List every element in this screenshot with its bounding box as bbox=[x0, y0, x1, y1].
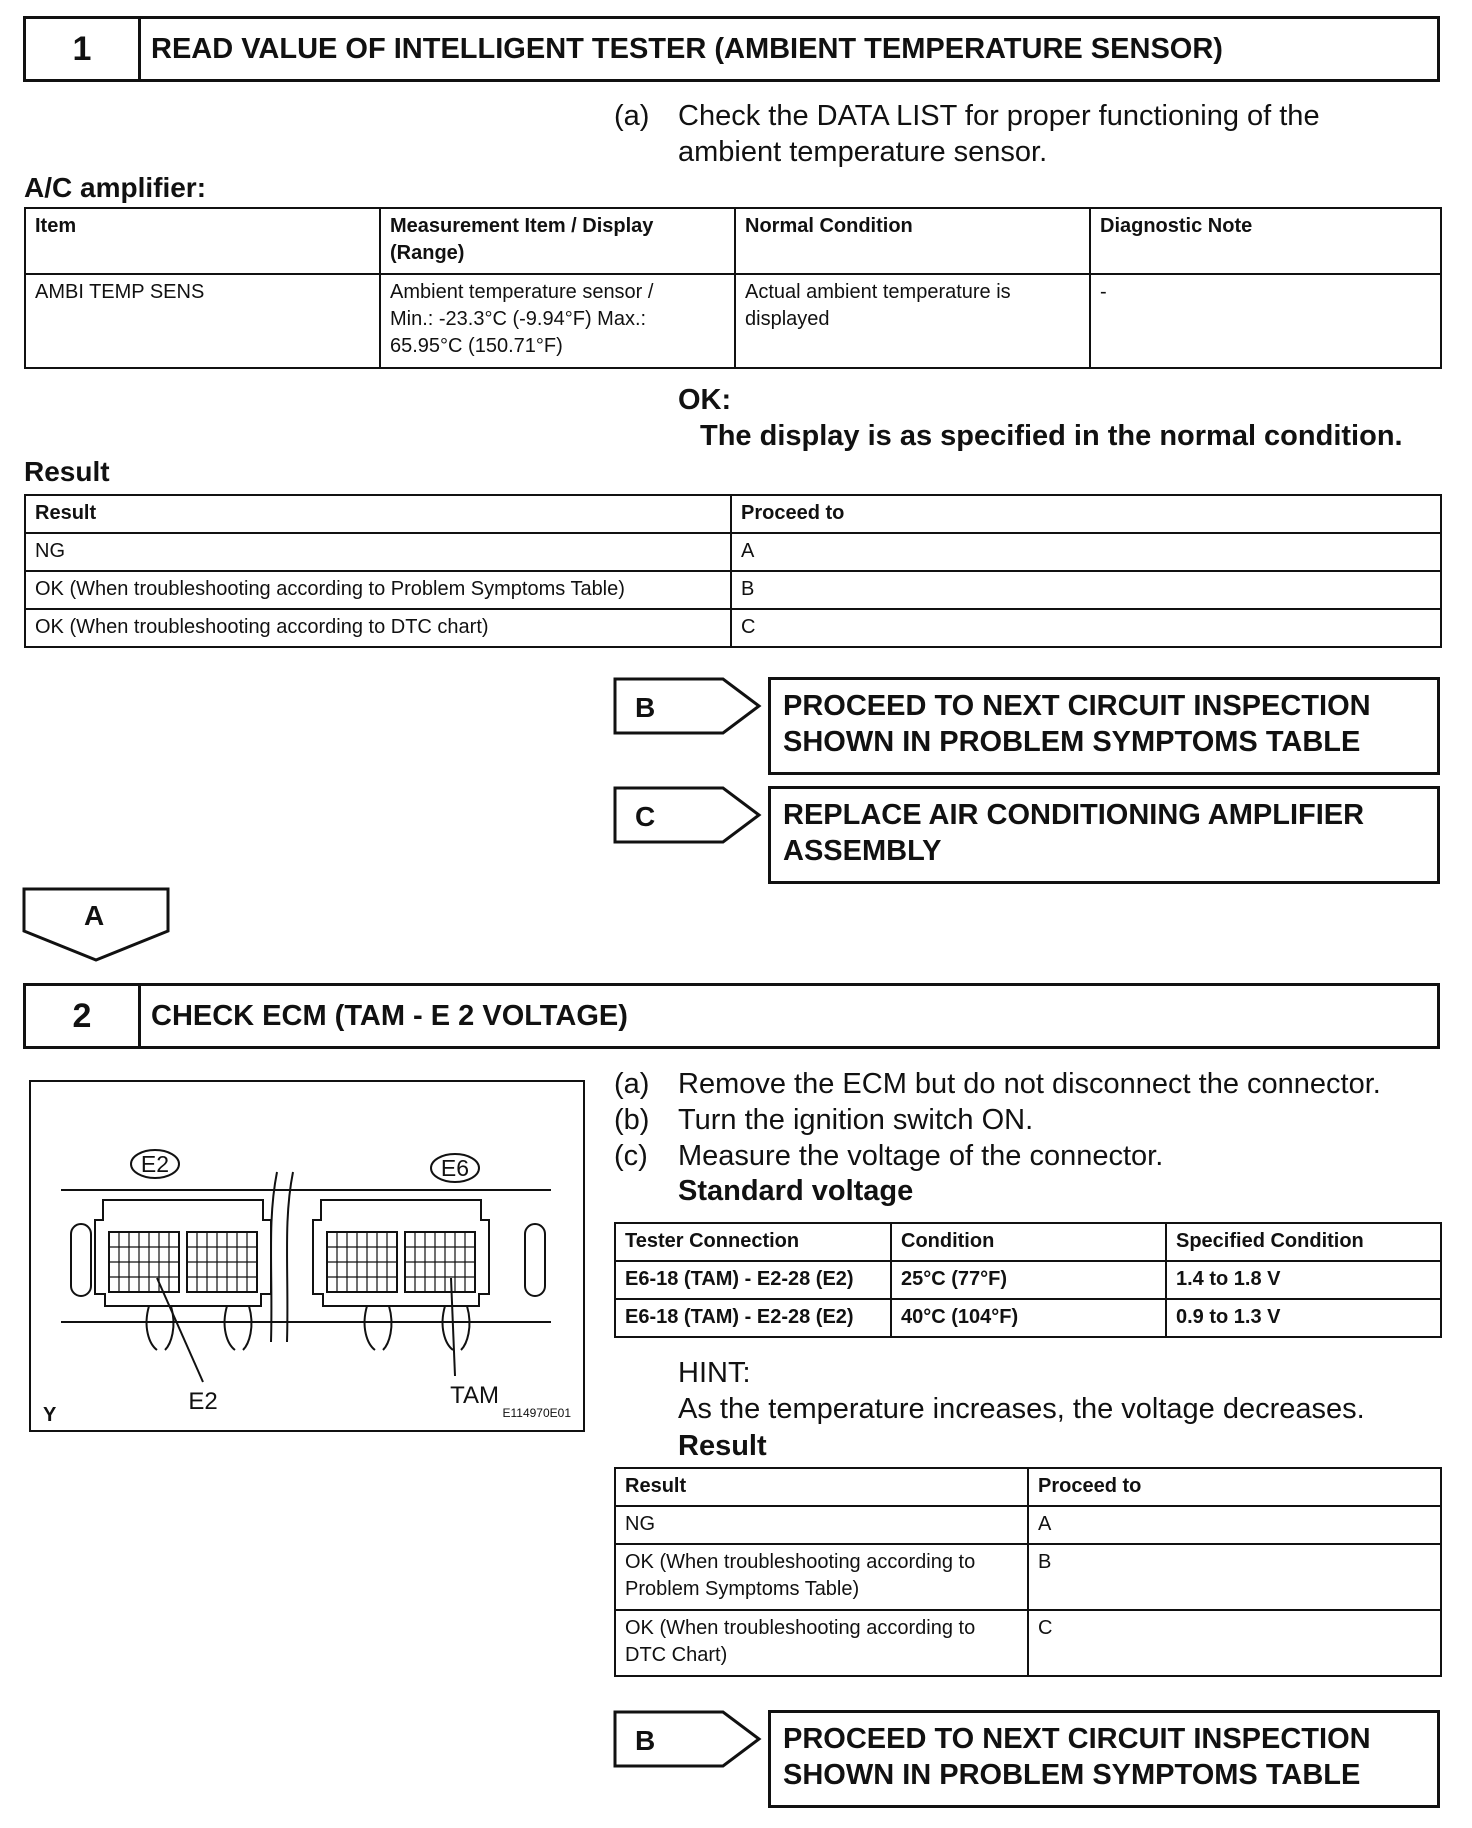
voltage-table bbox=[614, 1222, 1442, 1338]
cell-proceed: C bbox=[1028, 1610, 1441, 1676]
table-header-row bbox=[615, 1468, 1441, 1506]
cell-condition: 40°C (104°F) bbox=[891, 1299, 1166, 1337]
step-label: (a) bbox=[614, 100, 650, 132]
cell-proceed: B bbox=[1028, 1544, 1441, 1610]
result-table-1 bbox=[24, 494, 1442, 648]
section-2-step-a bbox=[614, 1066, 1440, 1102]
cell-normal-condition bbox=[735, 274, 1090, 368]
step-text: Measure the voltage of the connector. bbox=[678, 1140, 1164, 1172]
step-text: Turn the ignition switch ON. bbox=[678, 1104, 1034, 1136]
outcome-b2-label: B bbox=[635, 1725, 656, 1756]
section-1-title: READ VALUE OF INTELLIGENT TESTER (AMBIENT TEMPERATURE SENSOR) bbox=[151, 32, 1223, 65]
figure-id: E114970E01 bbox=[502, 1406, 571, 1420]
table-row bbox=[25, 533, 1441, 571]
hint-text: As the temperature increases, the voltage decreases. bbox=[678, 1393, 1365, 1425]
header-specified-condition: Specified Condition bbox=[1166, 1223, 1441, 1261]
callout-tam-label: TAM bbox=[450, 1382, 499, 1409]
header-normal-condition: Normal Condition bbox=[735, 208, 1090, 274]
ac-amplifier-heading: A/C amplifier: bbox=[24, 172, 207, 203]
connector-e6-label: E6 bbox=[440, 1155, 470, 1181]
ecm-connector-drawing bbox=[31, 1082, 583, 1430]
cell-result bbox=[615, 1544, 1028, 1610]
table-row bbox=[615, 1261, 1441, 1299]
section-2-step-b bbox=[614, 1102, 1440, 1138]
outcome-b2-line-1: PROCEED TO NEXT CIRCUIT INSPECTION bbox=[783, 1723, 1371, 1755]
outcome-b-label: B bbox=[635, 692, 656, 723]
header-measurement bbox=[380, 208, 735, 274]
data-list-table bbox=[24, 207, 1442, 369]
header-proceed-to: Proceed to bbox=[1028, 1468, 1441, 1506]
next-a-label: A bbox=[84, 900, 105, 931]
table-row bbox=[615, 1544, 1441, 1610]
cell-proceed: A bbox=[1028, 1506, 1441, 1544]
cell-proceed: B bbox=[731, 571, 1441, 609]
cell-measurement bbox=[380, 274, 735, 368]
header-tester-connection: Tester Connection bbox=[615, 1223, 891, 1261]
header-diagnostic-note: Diagnostic Note bbox=[1090, 208, 1441, 274]
section-1-number: 1 bbox=[26, 19, 141, 79]
section-1-step-a bbox=[614, 98, 1434, 172]
cell-result: OK (When troubleshooting according to DTC chart) bbox=[25, 609, 731, 647]
header-proceed-to: Proceed to bbox=[731, 495, 1441, 533]
outcome-b-line-2: SHOWN IN PROBLEM SYMPTOMS TABLE bbox=[783, 726, 1361, 758]
cell-result-line-2: DTC Chart) bbox=[625, 1644, 728, 1666]
cell-item: AMBI TEMP SENS bbox=[25, 274, 380, 368]
section-2-step-c bbox=[614, 1138, 1440, 1174]
header-measurement-line-1: Measurement Item / Display bbox=[390, 215, 654, 237]
section-2-title: CHECK ECM (TAM - E 2 VOLTAGE) bbox=[151, 999, 628, 1032]
outcome-c-box bbox=[768, 786, 1440, 884]
table-header-row bbox=[25, 208, 1441, 274]
table-row bbox=[615, 1610, 1441, 1676]
section-2-header bbox=[23, 983, 1440, 1049]
table-row bbox=[615, 1506, 1441, 1544]
step-text: Remove the ECM but do not disconnect the connector. bbox=[678, 1068, 1381, 1100]
outcome-b-arrow-icon bbox=[613, 677, 763, 735]
cell-connection: E6-18 (TAM) - E2-28 (E2) bbox=[615, 1299, 891, 1337]
cell-proceed: A bbox=[731, 533, 1441, 571]
cell-result-line-1: OK (When troubleshooting according to bbox=[625, 1617, 976, 1639]
cell-result: NG bbox=[615, 1506, 1028, 1544]
ok-text: The display is as specified in the normal condition. bbox=[700, 420, 1403, 452]
header-condition: Condition bbox=[891, 1223, 1166, 1261]
header-result: Result bbox=[615, 1468, 1028, 1506]
cell-measurement-line-1: Ambient temperature sensor / bbox=[390, 281, 654, 303]
outcome-c-arrow-icon bbox=[613, 786, 763, 844]
next-a-arrow-icon bbox=[22, 887, 172, 963]
outcome-c-line-2: ASSEMBLY bbox=[783, 835, 942, 867]
cell-condition: 25°C (77°F) bbox=[891, 1261, 1166, 1299]
table-header-row bbox=[615, 1223, 1441, 1261]
step-label: (b) bbox=[614, 1104, 650, 1136]
ok-label: OK: bbox=[678, 384, 732, 416]
cell-spec: 0.9 to 1.3 V bbox=[1166, 1299, 1441, 1337]
cell-result bbox=[615, 1610, 1028, 1676]
table-row bbox=[615, 1299, 1441, 1337]
standard-voltage-heading: Standard voltage bbox=[678, 1175, 914, 1207]
step-text-line-1: Check the DATA LIST for proper functioning of the bbox=[678, 100, 1320, 132]
outcome-c-line-1: REPLACE AIR CONDITIONING AMPLIFIER bbox=[783, 799, 1365, 831]
callout-e2-label: E2 bbox=[188, 1388, 218, 1415]
connector-e2-label: E2 bbox=[140, 1151, 170, 1177]
cell-measurement-line-2: Min.: -23.3°C (-9.94°F) Max.: bbox=[390, 308, 647, 330]
cell-result-line-1: OK (When troubleshooting according to bbox=[625, 1551, 976, 1573]
step-label: (c) bbox=[614, 1140, 648, 1172]
result-table-2 bbox=[614, 1467, 1442, 1677]
cell-result: NG bbox=[25, 533, 731, 571]
section-1-header bbox=[23, 16, 1440, 82]
outcome-b2-line-2: SHOWN IN PROBLEM SYMPTOMS TABLE bbox=[783, 1759, 1361, 1791]
section-2-number: 2 bbox=[26, 986, 141, 1046]
result-heading-1: Result bbox=[24, 456, 110, 487]
outcome-c-label: C bbox=[635, 801, 656, 832]
table-header-row bbox=[25, 495, 1441, 533]
table-row bbox=[25, 609, 1441, 647]
cell-normal-line-1: Actual ambient temperature is bbox=[745, 281, 1011, 303]
cell-normal-line-2: displayed bbox=[745, 308, 830, 330]
hint-label: HINT: bbox=[678, 1357, 751, 1389]
header-measurement-line-2: (Range) bbox=[390, 242, 465, 264]
cell-connection: E6-18 (TAM) - E2-28 (E2) bbox=[615, 1261, 891, 1299]
table-row bbox=[25, 274, 1441, 368]
table-row bbox=[25, 571, 1441, 609]
outcome-b-line-1: PROCEED TO NEXT CIRCUIT INSPECTION bbox=[783, 690, 1371, 722]
outcome-b2-box bbox=[768, 1710, 1440, 1808]
corner-mark-y: Y bbox=[43, 1404, 57, 1426]
step-label: (a) bbox=[614, 1068, 650, 1100]
cell-spec: 1.4 to 1.8 V bbox=[1166, 1261, 1441, 1299]
header-item: Item bbox=[25, 208, 380, 274]
cell-measurement-line-3: 65.95°C (150.71°F) bbox=[390, 335, 563, 357]
result-heading-2: Result bbox=[678, 1430, 767, 1462]
cell-proceed: C bbox=[731, 609, 1441, 647]
step-text-line-2: ambient temperature sensor. bbox=[678, 136, 1048, 168]
cell-result: OK (When troubleshooting according to Problem Symptoms Table) bbox=[25, 571, 731, 609]
ecm-connector-diagram bbox=[29, 1080, 585, 1432]
header-result: Result bbox=[25, 495, 731, 533]
cell-result-line-2: Problem Symptoms Table) bbox=[625, 1578, 860, 1600]
outcome-b-box bbox=[768, 677, 1440, 775]
outcome-b2-arrow-icon bbox=[613, 1710, 763, 1768]
cell-diagnostic-note: - bbox=[1090, 274, 1441, 368]
